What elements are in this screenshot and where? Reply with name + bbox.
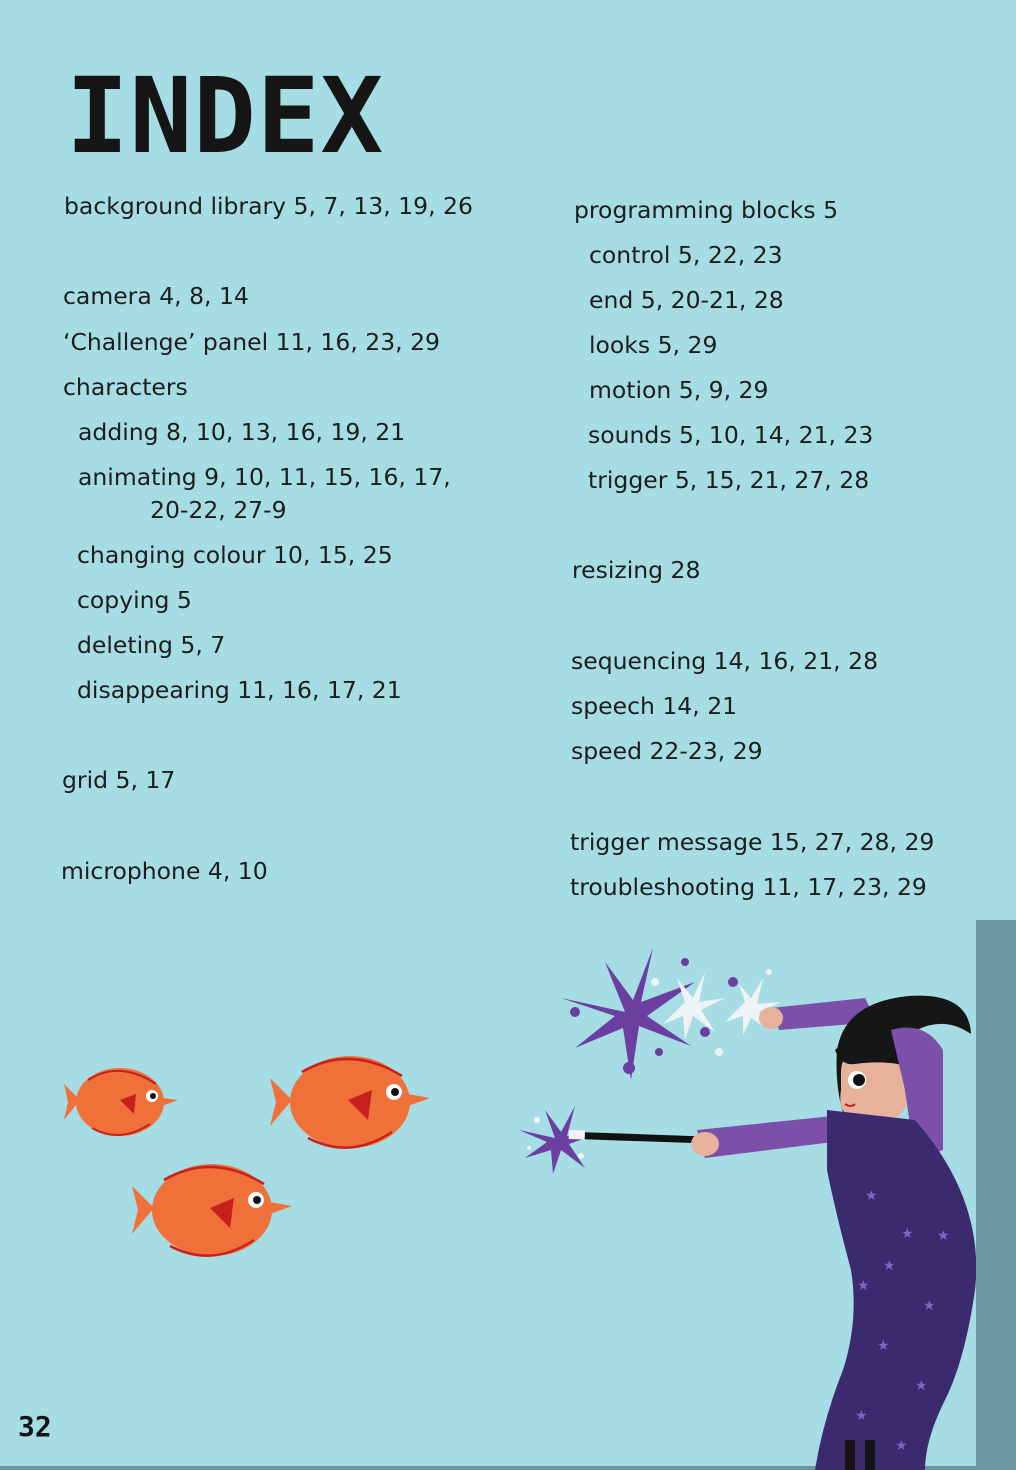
- svg-text:★: ★: [855, 1408, 868, 1424]
- index-entry: trigger message 15, 27, 28, 29: [570, 828, 935, 856]
- index-subentry: control 5, 22, 23: [589, 241, 783, 269]
- index-entry: troubleshooting 11, 17, 23, 29: [570, 873, 927, 901]
- index-entry: grid 5, 17: [62, 766, 176, 794]
- page-title: INDEX: [66, 55, 385, 177]
- index-entry: programming blocks 5: [574, 196, 839, 224]
- index-subentry: animating 9, 10, 11, 15, 16, 17,: [78, 463, 451, 491]
- wizard-girl-icon: [565, 990, 976, 1470]
- index-subentry: disappearing 11, 16, 17, 21: [77, 676, 402, 704]
- fish-icon: [62, 1062, 182, 1142]
- fish-icon: [130, 1156, 294, 1264]
- page-number: 32: [18, 1410, 52, 1443]
- index-entry: ‘Challenge’ panel 11, 16, 23, 29: [63, 328, 440, 356]
- index-subentry: looks 5, 29: [589, 331, 718, 359]
- index-entry: characters: [63, 373, 188, 401]
- index-subentry: motion 5, 9, 29: [589, 376, 769, 404]
- index-subentry: adding 8, 10, 13, 16, 19, 21: [78, 418, 406, 446]
- index-entry: resizing 28: [572, 556, 701, 584]
- svg-text:★: ★: [895, 1438, 908, 1454]
- index-subentry: copying 5: [77, 586, 192, 614]
- index-entry: speech 14, 21: [571, 692, 738, 720]
- index-subentry: trigger 5, 15, 21, 27, 28: [588, 466, 870, 494]
- svg-text:★: ★: [883, 1258, 896, 1274]
- index-entry: sequencing 14, 16, 21, 28: [571, 647, 879, 675]
- svg-text:★: ★: [915, 1378, 928, 1394]
- index-subentry: end 5, 20-21, 28: [589, 286, 784, 314]
- index-subentry-continued: 20-22, 27-9: [150, 496, 287, 524]
- index-entry: microphone 4, 10: [61, 857, 268, 885]
- svg-text:★: ★: [901, 1226, 914, 1242]
- magic-wand-icon: [577, 1132, 697, 1143]
- svg-text:★: ★: [937, 1228, 950, 1244]
- index-subentry: deleting 5, 7: [77, 631, 226, 659]
- fish-icon: [268, 1048, 432, 1156]
- index-subentry: changing colour 10, 15, 25: [77, 541, 393, 569]
- index-entry: camera 4, 8, 14: [63, 282, 249, 310]
- page-edge-shadow: [976, 920, 1016, 1470]
- svg-text:★: ★: [923, 1298, 936, 1314]
- svg-text:★: ★: [865, 1188, 878, 1204]
- svg-text:★: ★: [877, 1338, 890, 1354]
- index-subentry: sounds 5, 10, 14, 21, 23: [588, 421, 874, 449]
- index-entry: speed 22-23, 29: [571, 737, 763, 765]
- index-entry: background library 5, 7, 13, 19, 26: [64, 192, 473, 220]
- svg-text:★: ★: [857, 1278, 870, 1294]
